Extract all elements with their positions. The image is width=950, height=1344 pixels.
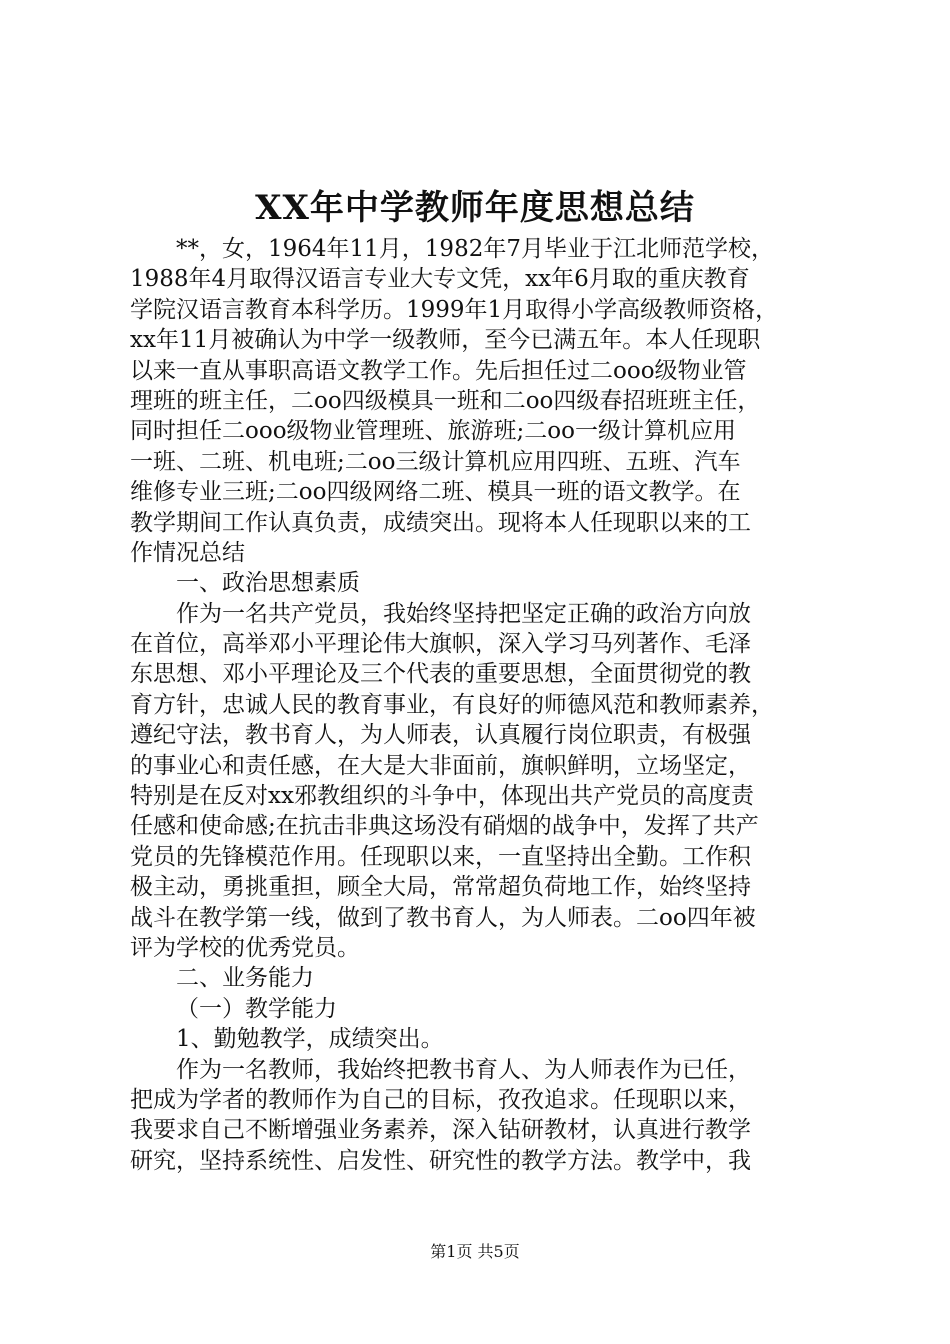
body-line: 以来一直从事职高语文教学工作。先后担任过二ooo级物业管 xyxy=(130,357,747,384)
body-line: 遵纪守法，教书育人，为人师表，认真履行岗位职责，有极强 xyxy=(130,722,751,749)
body-line: 评为学校的优秀党员。 xyxy=(130,934,360,961)
body-line: 作为一名共产党员，我始终坚持把坚定正确的政治方向放 xyxy=(176,600,751,627)
body-line: 战斗在教学第一线，做到了教书育人，为人师表。二oo四年被 xyxy=(130,904,756,931)
body-line: 的事业心和责任感，在大是大非面前，旗帜鲜明，立场坚定， xyxy=(130,752,751,779)
body-line: 研究，坚持系统性、启发性、研究性的教学方法。教学中，我 xyxy=(130,1147,751,1174)
body-line: 1988年4月取得汉语言专业大专文凭，xx年6月取的重庆教育 xyxy=(130,266,750,293)
body-line: 作为一名教师，我始终把教书育人、为人师表作为已任， xyxy=(176,1056,751,1083)
body-line: xx年11月被确认为中学一级教师，至今已满五年。本人任现职 xyxy=(130,327,761,354)
body-line: 同时担任二ooo级物业管理班、旅游班;二oo一级计算机应用 xyxy=(130,418,736,445)
body-line: 维修专业三班;二oo四级网络二班、模具一班的语文教学。在 xyxy=(130,479,741,506)
page-footer: 第1页 共5页 xyxy=(430,1242,520,1261)
body-line: 我要求自己不断增强业务素养，深入钻研教材，认真进行教学 xyxy=(130,1117,751,1144)
document-body xyxy=(130,234,830,1176)
body-line: 党员的先锋模范作用。任现职以来，一直坚持出全勤。工作积 xyxy=(130,843,751,870)
body-line: 东思想、邓小平理论及三个代表的重要思想，全面贯彻党的教 xyxy=(130,661,751,688)
body-line: 育方针，忠诚人民的教育事业，有良好的师德风范和教师素养， xyxy=(130,691,774,718)
section-heading: 一、政治思想素质 xyxy=(176,570,360,597)
body-line: 一班、二班、机电班;二oo三级计算机应用四班、五班、汽车 xyxy=(130,448,741,475)
section-heading: 二、业务能力 xyxy=(176,965,314,992)
body-line: 在首位，高举邓小平理论伟大旗帜，深入学习马列著作、毛泽 xyxy=(130,631,751,658)
subsection-heading: （一）教学能力 xyxy=(176,995,337,1022)
body-line: 作情况总结 xyxy=(130,539,245,566)
body-line: 把成为学者的教师作为自己的目标，孜孜追求。任现职以来， xyxy=(130,1086,751,1113)
body-line: 教学期间工作认真负责，成绩突出。现将本人任现职以来的工 xyxy=(130,509,751,536)
body-line: **，女，1964年11月，1982年7月毕业于江北师范学校， xyxy=(176,236,774,262)
body-line: 特别是在反对xx邪教组织的斗争中，体现出共产党员的高度责 xyxy=(130,783,754,810)
document-title: XX年中学教师年度思想总结 xyxy=(255,188,695,228)
body-line: 理班的班主任，二oo四级模具一班和二oo四级春招班班主任， xyxy=(130,387,761,414)
body-line: 任感和使命感;在抗击非典这场没有硝烟的战争中，发挥了共产 xyxy=(130,813,759,840)
body-line: 学院汉语言教育本科学历。1999年1月取得小学高级教师资格， xyxy=(130,296,779,323)
subsection-heading: 1、勤勉教学，成绩突出。 xyxy=(176,1026,444,1053)
body-line: 极主动，勇挑重担，顾全大局，常常超负荷地工作，始终坚持 xyxy=(130,874,751,901)
